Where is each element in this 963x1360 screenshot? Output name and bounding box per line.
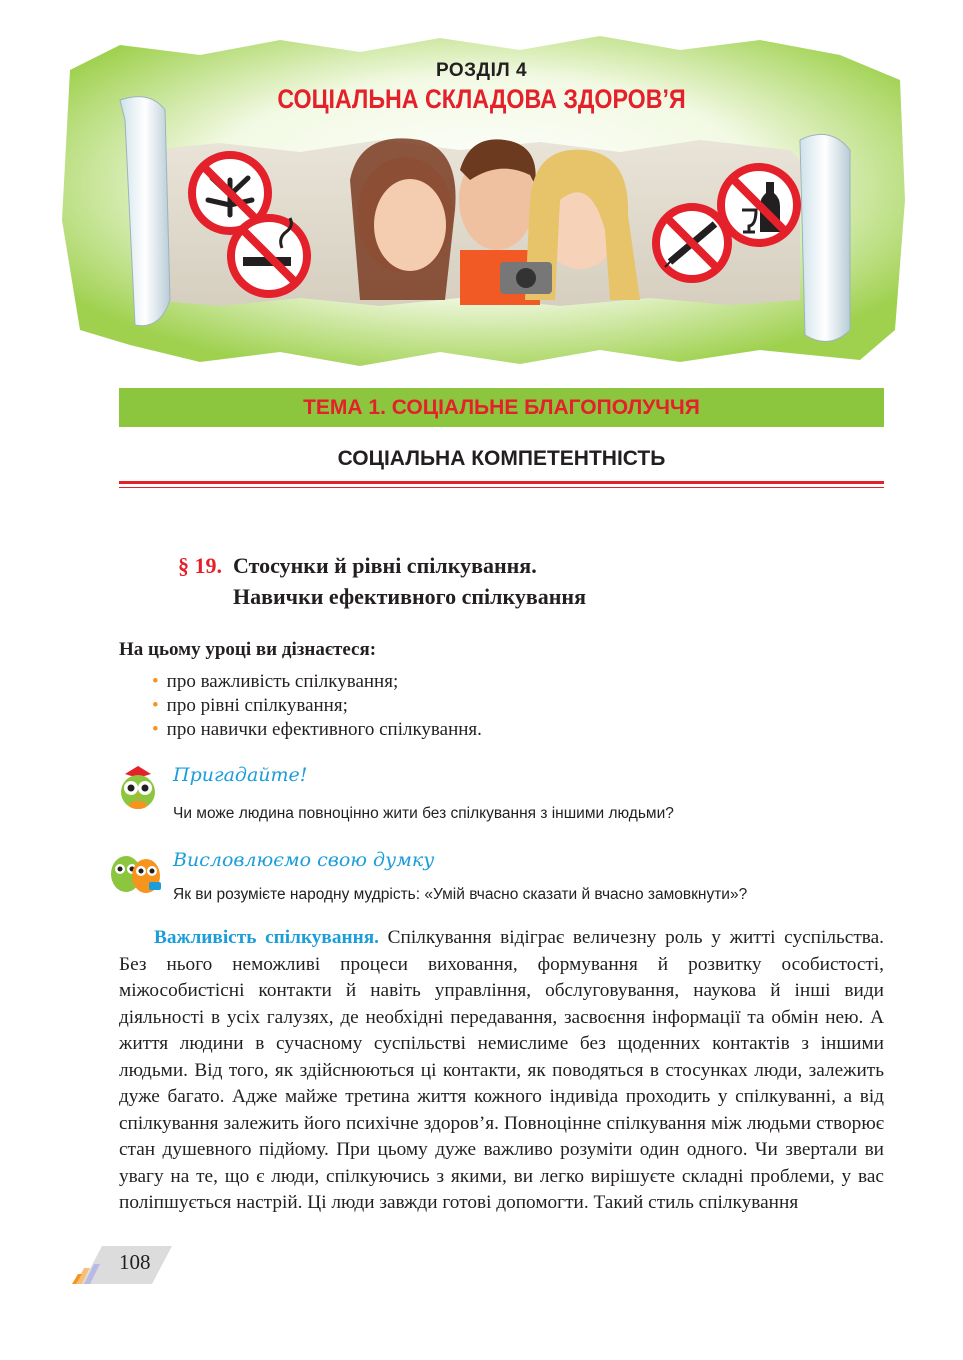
divider	[119, 481, 884, 484]
subtopic-title: СОЦІАЛЬНА КОМПЕТЕНТНІСТЬ	[337, 447, 666, 470]
paragraph-title-line1: Стосунки й рівні спілкування.	[233, 553, 537, 578]
paragraph-title-line2: Навички ефективного спілкування	[233, 584, 586, 609]
list-item: • про навички ефективного спілкування.	[152, 719, 482, 740]
topic-bar	[119, 388, 884, 427]
opinion-text: Як ви розумієте народну мудрість: «Умій вчасно сказати й вчасно замовкнути»?	[173, 886, 748, 903]
no-drugs-syringe-icon	[656, 207, 728, 279]
no-smoking-icon	[231, 218, 307, 294]
body-paragraph	[119, 925, 884, 1217]
remember-title: Пригадайте!	[173, 764, 308, 786]
owl-icon	[117, 764, 159, 810]
objectives-heading: На цьому уроці ви дізнаєтеся:	[119, 639, 377, 660]
list-item: • про рівні спілкування;	[152, 695, 348, 716]
divider	[119, 487, 884, 488]
section-label: РОЗДІЛ 4	[435, 60, 528, 81]
page-number: 108	[119, 1250, 151, 1274]
opinion-title: Висловлюємо свою думку	[173, 849, 435, 871]
no-alcohol-icon	[721, 167, 797, 243]
body-text: Спілкування відіграє величезну роль у житті суспільства. Без нього неможливі процеси виховання, формування й розвитку особистості, міжособистісні контакти й навіть управління, обслуговування, наукова й інші види діяльності в усіх галузях, де необхідні передавання, засвоєння інформації та обмін нею. А життя людини в сучасному суспільстві немислиме без щоденних контактів з іншими людьми. Від того, як здійснюються ці контакти, як поводяться в стосунках люди, залежить дуже багато. Адже майже третина життя кожного індивіда проходить у спілкуванні, а від спілкування залежить його психічне здоров’я. Повноцінне спілкування між людьми створює стан душевного підйому. При цьому дуже важливо розуміти один одного. Чи звертали ви увагу на те, що є люди, спілкуючись з якими, ви легко вирішуєте складні проблеми, у вас поліпшується настрій. Ці люди завжди готові допомогти. Такий стиль спілкування	[119, 927, 884, 1213]
owls-icon	[109, 848, 163, 898]
remember-text: Чи може людина повноцінно жити без спілкування з іншими людьми?	[173, 805, 674, 822]
paragraph-number: § 19.	[178, 553, 222, 578]
chapter-banner-illustration	[0, 0, 963, 380]
body-lead: Важливість спілкування.	[154, 927, 379, 948]
section-title: СОЦІАЛЬНА СКЛАДОВА ЗДОРОВ’Я	[277, 84, 686, 114]
list-item: • про важливість спілкування;	[152, 671, 399, 692]
topic-title: ТЕМА 1. СОЦІАЛЬНЕ БЛАГОПОЛУЧЧЯ	[303, 396, 700, 419]
